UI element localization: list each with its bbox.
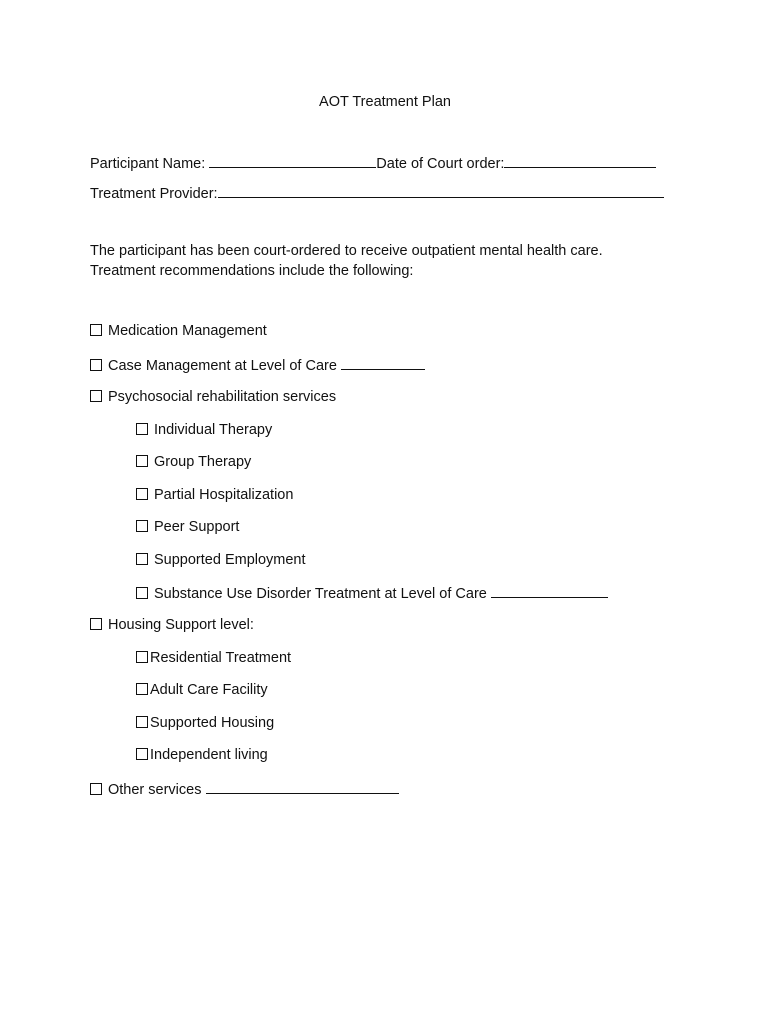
option-other-services <box>90 779 399 799</box>
option-medication-management <box>90 322 267 340</box>
date-of-court-order-field[interactable] <box>504 153 656 168</box>
option-label: Residential Treatment <box>150 650 292 666</box>
participant-name-label: Participant Name: <box>90 156 210 172</box>
supported-employment-checkbox[interactable] <box>136 553 148 565</box>
individual-therapy-checkbox[interactable] <box>136 423 148 435</box>
independent-living-checkbox[interactable] <box>136 748 148 760</box>
housing-support-checkbox[interactable] <box>90 618 102 630</box>
option-supported-housing <box>136 714 274 732</box>
option-case-management <box>90 355 425 375</box>
option-residential-treatment <box>136 649 291 667</box>
adult-care-facility-checkbox[interactable] <box>136 683 148 695</box>
treatment-provider-field[interactable] <box>218 183 664 198</box>
option-peer-support <box>136 518 239 536</box>
option-label: Adult Care Facility <box>150 682 268 698</box>
partial-hospitalization-checkbox[interactable] <box>136 488 148 500</box>
substance-use-level-field[interactable] <box>491 583 608 598</box>
option-independent-living <box>136 746 268 764</box>
option-label: Psychosocial rehabilitation services <box>108 389 337 405</box>
supported-housing-checkbox[interactable] <box>136 716 148 728</box>
intro-line-1: The participant has been court-ordered to receive outpatient mental health care. <box>90 243 603 259</box>
provider-row <box>90 183 664 203</box>
group-therapy-checkbox[interactable] <box>136 455 148 467</box>
option-label: Case Management at Level of Care <box>108 358 341 374</box>
option-label: Supported Housing <box>150 715 275 731</box>
other-services-field[interactable] <box>206 779 399 794</box>
option-label: Independent living <box>150 747 268 763</box>
option-adult-care-facility <box>136 681 268 699</box>
option-substance-use <box>136 583 608 603</box>
option-group-therapy <box>136 453 251 471</box>
option-partial-hospitalization <box>136 486 293 504</box>
participant-name-field[interactable] <box>209 153 376 168</box>
option-label: Peer Support <box>154 519 240 535</box>
residential-treatment-checkbox[interactable] <box>136 651 148 663</box>
option-psychosocial <box>90 388 336 406</box>
psychosocial-checkbox[interactable] <box>90 390 102 402</box>
substance-use-checkbox[interactable] <box>136 587 148 599</box>
case-management-checkbox[interactable] <box>90 359 102 371</box>
option-label: Supported Employment <box>154 552 306 568</box>
treatment-provider-label: Treatment Provider: <box>90 186 218 202</box>
medication-management-checkbox[interactable] <box>90 324 102 336</box>
option-label: Individual Therapy <box>154 422 273 438</box>
option-label: Partial Hospitalization <box>154 487 294 503</box>
option-supported-employment <box>136 551 306 569</box>
option-label: Other services <box>108 782 206 798</box>
other-services-checkbox[interactable] <box>90 783 102 795</box>
participant-row <box>90 153 656 173</box>
option-individual-therapy <box>136 421 272 439</box>
option-label: Medication Management <box>108 323 267 339</box>
date-of-court-order-label: Date of Court order: <box>376 156 505 172</box>
intro-line-2: Treatment recommendations include the following: <box>90 263 414 279</box>
page-title: AOT Treatment Plan <box>319 94 451 110</box>
peer-support-checkbox[interactable] <box>136 520 148 532</box>
option-label: Group Therapy <box>154 454 252 470</box>
option-label: Housing Support level: <box>108 617 254 633</box>
option-housing-support <box>90 616 254 634</box>
option-label: Substance Use Disorder Treatment at Level of Care <box>154 586 491 602</box>
case-management-level-field[interactable] <box>341 355 425 370</box>
